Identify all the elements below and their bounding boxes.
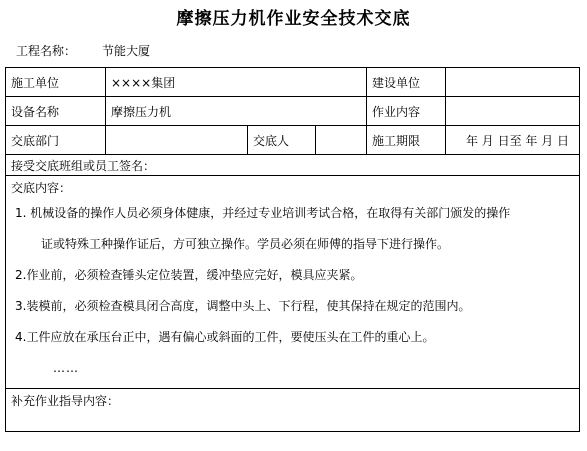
- content-item-2: 2.作业前，必须检查锤头定位装置，缓冲垫应完好，模具应夹紧。: [15, 268, 363, 282]
- supplement-label: 补充作业指导内容：: [11, 394, 120, 408]
- project-name-row: [16, 42, 150, 59]
- construction-unit-label: 施工单位: [6, 68, 106, 97]
- project-name-value: 节能大厦: [102, 44, 151, 58]
- row-content: [6, 176, 580, 389]
- period-label: 施工期限: [367, 126, 446, 155]
- construction-unit-value: ××××集团: [106, 68, 367, 97]
- work-content-label: 作业内容: [367, 97, 446, 126]
- disclosure-form-table: [5, 67, 580, 432]
- dept-value: [106, 126, 248, 155]
- row-signature: [6, 155, 580, 176]
- supplement-cell: [6, 389, 580, 432]
- build-unit-value: [446, 68, 580, 97]
- content-label: 交底内容：: [11, 181, 72, 195]
- project-name-label: 工程名称：: [16, 44, 77, 58]
- person-label: 交底人: [248, 126, 316, 155]
- content-ellipsis: ……: [53, 361, 79, 375]
- work-content-value: [446, 97, 580, 126]
- signature-label: 接受交底班组或员工签名：: [6, 155, 580, 176]
- dept-label: 交底部门: [6, 126, 106, 155]
- content-item-4: 4.工件应放在承压台正中，遇有偏心或斜面的工件，要使压头在工件的重心上。: [15, 330, 435, 344]
- row-supplement: [6, 389, 580, 432]
- content-item-1: 1. 机械设备的操作人员必须身体健康，并经过专业培训考试合格，在取得有关部门颁发的操作: [15, 206, 511, 220]
- person-value: [316, 126, 367, 155]
- content-item-1-cont: 证或特殊工种操作证后，方可独立操作。学员必须在师傅的指导下进行操作。: [41, 237, 450, 251]
- page-title: 摩擦压力机作业安全技术交底: [176, 9, 411, 29]
- row-department: [6, 126, 580, 155]
- row-equipment: [6, 97, 580, 126]
- equipment-label: 设备名称: [6, 97, 106, 126]
- period-value: 年 月 日至 年 月 日: [446, 126, 580, 155]
- build-unit-label: 建设单位: [367, 68, 446, 97]
- content-item-3: 3.装模前，必须检查模具闭合高度，调整中头上、下行程，使其保持在规定的范围内。: [15, 299, 471, 313]
- content-cell: [6, 176, 580, 389]
- equipment-value: 摩擦压力机: [106, 97, 367, 126]
- row-construction-unit: [6, 68, 580, 97]
